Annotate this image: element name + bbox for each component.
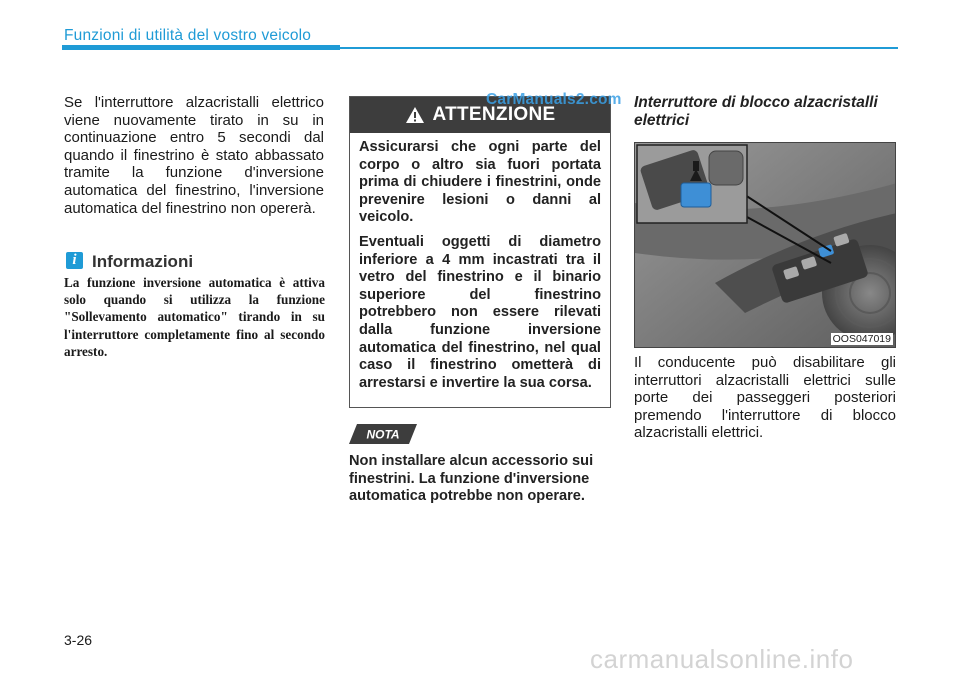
header-rule bbox=[340, 47, 898, 49]
warning-triangle-icon bbox=[405, 106, 425, 124]
window-lock-figure bbox=[634, 142, 896, 348]
info-title: Informazioni bbox=[92, 252, 194, 271]
header-accent-bar bbox=[62, 45, 340, 50]
auto-reverse-paragraph: Se l'interruttore alzacristalli elettrico viene nuovamente tirato in su in continuazione entro 5 secondi dal quando il finestrino è stato abbassato tramite la funzione d'inversione automatica del finestrino, l'inversione automatica del finestrino non opererà. bbox=[64, 94, 324, 217]
warning-body bbox=[350, 133, 610, 392]
info-icon: i bbox=[66, 252, 83, 269]
figure-caption: OOS047019 bbox=[832, 333, 891, 345]
nota-text: Non installare alcun accessorio sui finestrini. La funzione d'inversione automatica potrebbe non operare. bbox=[349, 453, 594, 505]
nota-badge bbox=[349, 424, 417, 444]
warning-title: ATTENZIONE bbox=[432, 104, 556, 125]
section-header-title: Funzioni di utilità del vostro veicolo bbox=[64, 27, 312, 44]
carmanuals-watermark: CarManuals2.com bbox=[486, 91, 622, 108]
info-body: La funzione inversione automatica è attiva solo quando si utilizza la funzione "Sollevamento automatico" tirando in su l'interruttore completamente fino al secondo arresto. bbox=[64, 275, 325, 359]
warning-box bbox=[349, 96, 611, 408]
warning-paragraph: Assicurarsi che ogni parte del corpo o altro sia fuori portata prima di chiudere i finestrini, onde prevenire lesioni o danni al veicolo. bbox=[359, 139, 601, 226]
window-lock-title: Interruttore di blocco alzacristalli elettrici bbox=[634, 94, 878, 129]
page-number: 3-26 bbox=[64, 632, 93, 648]
door-panel-illustration bbox=[635, 143, 896, 348]
window-lock-paragraph: Il conducente può disabilitare gli interruttori alzacristalli elettrici sulle porte dei passeggeri posteriori premendo l'interruttore di blocco alzacristalli elettrici. bbox=[634, 354, 896, 442]
nota-label: NOTA bbox=[366, 427, 400, 442]
footer-watermark: carmanualsonline.info bbox=[590, 644, 854, 674]
warning-paragraph: Eventuali oggetti di diametro inferiore a 4 mm incastrati tra il vetro del finestrino e il binario superiore del finestrino potrebbero non essere rilevati dalla funzione inversione automatica del finestrino, nel qual caso il finestrino ometterà di arrestarsi e invertire la sua corsa. bbox=[359, 233, 601, 391]
